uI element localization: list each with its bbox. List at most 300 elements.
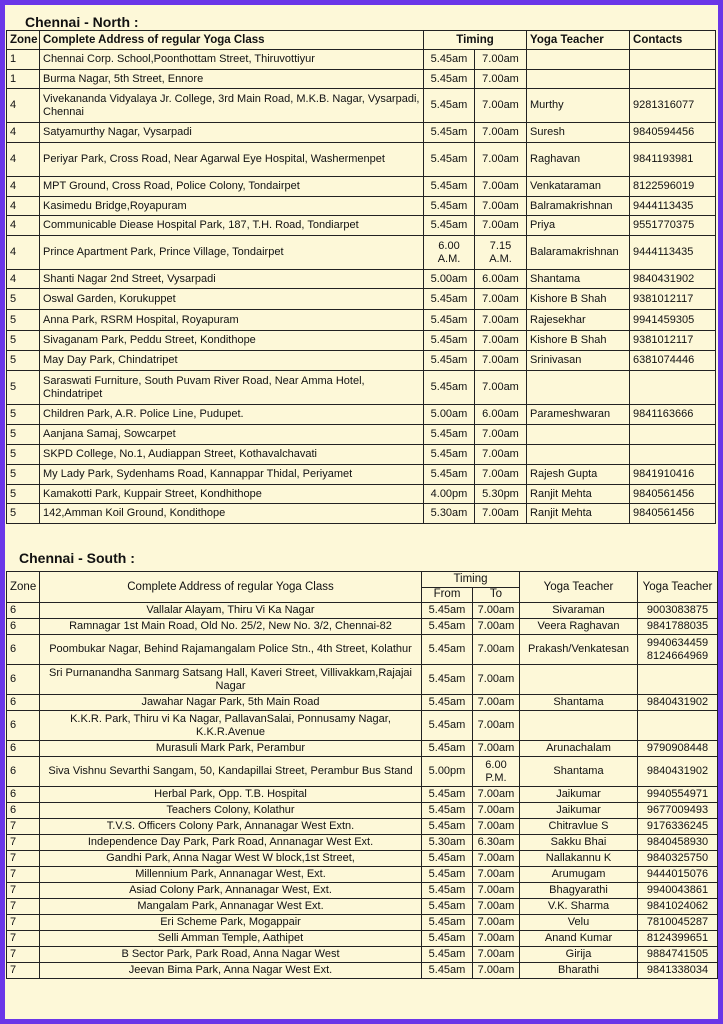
- time-to-cell: 7.00am: [475, 177, 527, 197]
- address-cell: Herbal Park, Opp. T.B. Hospital: [40, 787, 422, 803]
- contact-cell: [630, 50, 716, 70]
- time-from-cell: 5.45am: [424, 143, 475, 177]
- contact-cell: 9381012117: [630, 331, 716, 351]
- contact-cell: 9551770375: [630, 216, 716, 236]
- address-cell: Kasimedu Bridge,Royapuram: [40, 197, 424, 216]
- contact-cell: 9840431902: [630, 270, 716, 289]
- time-to-cell: 7.00am: [475, 445, 527, 465]
- time-from-cell: 5.45am: [424, 197, 475, 216]
- teacher-cell: Bhagyarathi: [520, 883, 638, 899]
- table-row: [7, 485, 716, 504]
- contact-cell: 7810045287: [638, 915, 718, 931]
- teacher-cell: Kishore B Shah: [527, 289, 630, 310]
- address-cell: Saraswati Furniture, South Puvam River Road, Near Amma Hotel, Chindatripet: [40, 371, 424, 405]
- time-to-cell: 7.00am: [473, 963, 520, 979]
- address-cell: Satyamurthy Nagar, Vysarpadi: [40, 123, 424, 143]
- time-to-cell: 7.00am: [473, 619, 520, 635]
- table-row: [7, 331, 716, 351]
- teacher-cell: Kishore B Shah: [527, 331, 630, 351]
- time-to-cell: 7.00am: [475, 310, 527, 331]
- zone-cell: 6: [7, 635, 40, 665]
- address-cell: Vallalar Alayam, Thiru Vi Ka Nagar: [40, 603, 422, 619]
- address-cell: Shanti Nagar 2nd Street, Vysarpadi: [40, 270, 424, 289]
- time-from-cell: 4.00pm: [424, 485, 475, 504]
- teacher-cell: Balaramakrishnan: [527, 236, 630, 270]
- time-to-cell: 7.00am: [475, 70, 527, 89]
- teacher-cell: [520, 711, 638, 741]
- time-to-cell: 7.00am: [473, 635, 520, 665]
- contact-cell: 9677009493: [638, 803, 718, 819]
- time-from-cell: 5.00am: [424, 405, 475, 425]
- table-row: [7, 757, 718, 787]
- table-header-row: [7, 572, 718, 588]
- table-row: [7, 289, 716, 310]
- contact-cell: 9940634459 8124664969: [638, 635, 718, 665]
- table-row: [7, 351, 716, 371]
- address-cell: MPT Ground, Cross Road, Police Colony, Tondairpet: [40, 177, 424, 197]
- contact-cell: [630, 445, 716, 465]
- contacts-header: Contacts: [630, 31, 716, 50]
- zone-cell: 7: [7, 915, 40, 931]
- time-from-cell: 5.45am: [422, 867, 473, 883]
- contact-cell: 9003083875: [638, 603, 718, 619]
- address-cell: Aanjana Samaj, Sowcarpet: [40, 425, 424, 445]
- table-row: [7, 216, 716, 236]
- table-row: [7, 835, 718, 851]
- teacher-cell: Arumugam: [520, 867, 638, 883]
- time-from-cell: 5.45am: [422, 635, 473, 665]
- zone-cell: 5: [7, 351, 40, 371]
- zone-cell: 6: [7, 665, 40, 695]
- teacher-cell: Ranjit Mehta: [527, 504, 630, 524]
- time-from-cell: 5.45am: [422, 915, 473, 931]
- table-row: [7, 425, 716, 445]
- address-cell: Ramnagar 1st Main Road, Old No. 25/2, New No. 3/2, Chennai-82: [40, 619, 422, 635]
- teacher-cell: Arunachalam: [520, 741, 638, 757]
- contact-cell: [638, 665, 718, 695]
- zone-cell: 7: [7, 883, 40, 899]
- zone-cell: 4: [7, 123, 40, 143]
- address-cell: Vivekananda Vidyalaya Jr. College, 3rd Main Road, M.K.B. Nagar, Vysarpadi, Chennai: [40, 89, 424, 123]
- teacher-cell: Ranjit Mehta: [527, 485, 630, 504]
- time-to-cell: 7.00am: [473, 947, 520, 963]
- teacher-cell: Srinivasan: [527, 351, 630, 371]
- time-to-cell: 7.00am: [473, 741, 520, 757]
- teacher-cell: V.K. Sharma: [520, 899, 638, 915]
- time-to-cell: 7.00am: [475, 289, 527, 310]
- address-cell: Siva Vishnu Sevarthi Sangam, 50, Kandapillai Street, Perambur Bus Stand: [40, 757, 422, 787]
- teacher-cell: Suresh: [527, 123, 630, 143]
- teacher-cell: Priya: [527, 216, 630, 236]
- table-row: [7, 741, 718, 757]
- time-to-cell: 7.00am: [475, 465, 527, 485]
- time-to-cell: 7.15 A.M.: [475, 236, 527, 270]
- north-yoga-table: [6, 30, 716, 524]
- zone-cell: 4: [7, 216, 40, 236]
- table-row: [7, 504, 716, 524]
- teacher-cell: [527, 425, 630, 445]
- address-cell: Gandhi Park, Anna Nagar West W block,1st Street,: [40, 851, 422, 867]
- teacher-cell: Prakash/Venkatesan: [520, 635, 638, 665]
- address-cell: SKPD College, No.1, Audiappan Street, Kothavalchavati: [40, 445, 424, 465]
- time-from-cell: 5.45am: [422, 741, 473, 757]
- table-row: [7, 711, 718, 741]
- address-cell: Murasuli Mark Park, Perambur: [40, 741, 422, 757]
- table-row: [7, 197, 716, 216]
- zone-cell: 1: [7, 50, 40, 70]
- contact-cell: 8124399651: [638, 931, 718, 947]
- south-yoga-table: [6, 571, 718, 979]
- address-cell: Asiad Colony Park, Annanagar West, Ext.: [40, 883, 422, 899]
- address-cell: Anna Park, RSRM Hospital, Royapuram: [40, 310, 424, 331]
- table-row: [7, 405, 716, 425]
- time-from-cell: 5.45am: [422, 819, 473, 835]
- time-to-cell: 7.00am: [475, 425, 527, 445]
- table-row: [7, 695, 718, 711]
- zone-cell: 6: [7, 711, 40, 741]
- contact-cell: 9841163666: [630, 405, 716, 425]
- teacher-header: Yoga Teacher: [527, 31, 630, 50]
- time-from-cell: 5.45am: [424, 70, 475, 89]
- time-from-cell: 5.45am: [422, 851, 473, 867]
- zone-cell: 6: [7, 741, 40, 757]
- contact-cell: 9444113435: [630, 236, 716, 270]
- teacher-cell: [527, 50, 630, 70]
- contact-cell: 9840431902: [638, 757, 718, 787]
- time-from-cell: 5.45am: [424, 425, 475, 445]
- teacher-header: Yoga Teacher: [520, 572, 638, 603]
- table-row: [7, 963, 718, 979]
- address-cell: Independence Day Park, Park Road, Annanagar West Ext.: [40, 835, 422, 851]
- teacher-cell: Balramakrishnan: [527, 197, 630, 216]
- time-from-cell: 5.45am: [424, 445, 475, 465]
- time-from-cell: 5.45am: [422, 665, 473, 695]
- table-row: [7, 445, 716, 465]
- contact-cell: 9841788035: [638, 619, 718, 635]
- zone-cell: 7: [7, 931, 40, 947]
- contact-cell: [630, 70, 716, 89]
- contact-cell: 9444015076: [638, 867, 718, 883]
- table-row: [7, 883, 718, 899]
- time-to-cell: 7.00am: [473, 711, 520, 741]
- teacher-cell: [520, 665, 638, 695]
- zone-header: Zone: [7, 572, 40, 603]
- address-cell: 142,Amman Koil Ground, Kondithope: [40, 504, 424, 524]
- time-from-cell: 5.00pm: [422, 757, 473, 787]
- teacher-cell: Sivaraman: [520, 603, 638, 619]
- zone-cell: 7: [7, 899, 40, 915]
- address-cell: Periyar Park, Cross Road, Near Agarwal Eye Hospital, Washermenpet: [40, 143, 424, 177]
- table-row: [7, 236, 716, 270]
- teacher-cell: [527, 70, 630, 89]
- table-row: [7, 270, 716, 289]
- time-to-cell: 6.00 P.M.: [473, 757, 520, 787]
- time-from-cell: 5.45am: [422, 931, 473, 947]
- address-header: Complete Address of regular Yoga Class: [40, 572, 422, 603]
- address-cell: Prince Apartment Park, Prince Village, Tondairpet: [40, 236, 424, 270]
- time-to-cell: 7.00am: [473, 899, 520, 915]
- address-cell: Oswal Garden, Korukuppet: [40, 289, 424, 310]
- time-from-cell: 5.45am: [424, 310, 475, 331]
- address-cell: Eri Scheme Park, Mogappair: [40, 915, 422, 931]
- zone-cell: 7: [7, 867, 40, 883]
- time-from-cell: 5.45am: [422, 947, 473, 963]
- table-row: [7, 177, 716, 197]
- address-cell: Children Park, A.R. Police Line, Pudupet.: [40, 405, 424, 425]
- zone-cell: 1: [7, 70, 40, 89]
- time-from-cell: 5.45am: [424, 351, 475, 371]
- contact-cell: 9841338034: [638, 963, 718, 979]
- contact-cell: 6381074446: [630, 351, 716, 371]
- zone-cell: 6: [7, 803, 40, 819]
- time-to-cell: 7.00am: [475, 371, 527, 405]
- zone-cell: 5: [7, 289, 40, 310]
- timing-header: Timing: [424, 31, 527, 50]
- zone-cell: 4: [7, 236, 40, 270]
- address-cell: Communicable Diease Hospital Park, 187, T.H. Road, Tondiarpet: [40, 216, 424, 236]
- teacher-cell: Jaikumar: [520, 803, 638, 819]
- address-cell: Selli Amman Temple, Aathipet: [40, 931, 422, 947]
- teacher-cell: Venkataraman: [527, 177, 630, 197]
- zone-cell: 7: [7, 963, 40, 979]
- time-to-cell: 7.00am: [473, 803, 520, 819]
- time-from-cell: 5.00am: [424, 270, 475, 289]
- time-from-cell: 5.45am: [422, 883, 473, 899]
- address-cell: Sri Purnanandha Sanmarg Satsang Hall, Kaveri Street, Villivakkam,Rajajai Nagar: [40, 665, 422, 695]
- time-to-cell: 6.30am: [473, 835, 520, 851]
- teacher-cell: Raghavan: [527, 143, 630, 177]
- teacher-cell: [527, 445, 630, 465]
- time-to-cell: 5.30pm: [475, 485, 527, 504]
- time-from-cell: 5.45am: [424, 216, 475, 236]
- time-to-cell: 6.00am: [475, 270, 527, 289]
- time-to-cell: 7.00am: [475, 351, 527, 371]
- north-section-title: Chennai - North :: [25, 14, 139, 30]
- table-row: [7, 89, 716, 123]
- zone-cell: 7: [7, 819, 40, 835]
- teacher-cell: Bharathi: [520, 963, 638, 979]
- address-cell: Kamakotti Park, Kuppair Street, Kondhithope: [40, 485, 424, 504]
- teacher-cell: Jaikumar: [520, 787, 638, 803]
- zone-cell: 6: [7, 695, 40, 711]
- teacher-cell: Girija: [520, 947, 638, 963]
- address-cell: Teachers Colony, Kolathur: [40, 803, 422, 819]
- table-row: [7, 819, 718, 835]
- time-to-cell: 7.00am: [473, 851, 520, 867]
- teacher-cell: Shantama: [527, 270, 630, 289]
- address-cell: Millennium Park, Annanagar West, Ext.: [40, 867, 422, 883]
- table-row: [7, 787, 718, 803]
- teacher-cell: Shantama: [520, 695, 638, 711]
- table-row: [7, 915, 718, 931]
- time-to-cell: 7.00am: [473, 915, 520, 931]
- time-from-cell: 5.45am: [422, 619, 473, 635]
- zone-cell: 6: [7, 619, 40, 635]
- contact-cell: 9444113435: [630, 197, 716, 216]
- contact-cell: 9381012117: [630, 289, 716, 310]
- address-cell: B Sector Park, Park Road, Anna Nagar West: [40, 947, 422, 963]
- time-from-cell: 5.45am: [422, 963, 473, 979]
- time-to-cell: 7.00am: [473, 867, 520, 883]
- contact-cell: 9941459305: [630, 310, 716, 331]
- to-header: To: [473, 587, 520, 603]
- contact-cell: 9841024062: [638, 899, 718, 915]
- zone-cell: 6: [7, 603, 40, 619]
- time-from-cell: 5.45am: [424, 89, 475, 123]
- zone-cell: 5: [7, 425, 40, 445]
- time-to-cell: 7.00am: [475, 143, 527, 177]
- contact-cell: 9840458930: [638, 835, 718, 851]
- contact-cell: 9840594456: [630, 123, 716, 143]
- time-from-cell: 5.45am: [422, 711, 473, 741]
- table-row: [7, 603, 718, 619]
- zone-cell: 4: [7, 177, 40, 197]
- time-to-cell: 7.00am: [473, 665, 520, 695]
- teacher-cell: Nallakannu K: [520, 851, 638, 867]
- teacher-cell: Rajesekhar: [527, 310, 630, 331]
- time-from-cell: 5.45am: [422, 603, 473, 619]
- time-from-cell: 5.30am: [422, 835, 473, 851]
- time-to-cell: 7.00am: [473, 931, 520, 947]
- address-cell: Poombukar Nagar, Behind Rajamangalam Police Stn., 4th Street, Kolathur: [40, 635, 422, 665]
- teacher-cell: Anand Kumar: [520, 931, 638, 947]
- contact-cell: [630, 371, 716, 405]
- table-header-row: [7, 31, 716, 50]
- time-to-cell: 7.00am: [473, 695, 520, 711]
- time-from-cell: 5.45am: [424, 123, 475, 143]
- table-row: [7, 50, 716, 70]
- zone-cell: 4: [7, 143, 40, 177]
- time-from-cell: 5.45am: [424, 177, 475, 197]
- time-to-cell: 7.00am: [475, 50, 527, 70]
- south-section-title: Chennai - South :: [19, 550, 135, 566]
- time-to-cell: 7.00am: [473, 819, 520, 835]
- table-row: [7, 899, 718, 915]
- teacher-cell: Sakku Bhai: [520, 835, 638, 851]
- address-cell: May Day Park, Chindatripet: [40, 351, 424, 371]
- address-cell: Jawahar Nagar Park, 5th Main Road: [40, 695, 422, 711]
- table-row: [7, 619, 718, 635]
- teacher-cell: Veera Raghavan: [520, 619, 638, 635]
- table-row: [7, 70, 716, 89]
- zone-cell: 5: [7, 445, 40, 465]
- zone-header: Zone: [7, 31, 40, 50]
- contact-cell: 9884741505: [638, 947, 718, 963]
- contact-cell: [630, 425, 716, 445]
- time-from-cell: 5.45am: [424, 331, 475, 351]
- address-cell: Mangalam Park, Annanagar West Ext.: [40, 899, 422, 915]
- table-row: [7, 665, 718, 695]
- teacher-cell: Parameshwaran: [527, 405, 630, 425]
- table-row: [7, 851, 718, 867]
- table-row: [7, 867, 718, 883]
- time-from-cell: 5.45am: [424, 465, 475, 485]
- zone-cell: 5: [7, 371, 40, 405]
- table-row: [7, 143, 716, 177]
- contacts-header: Yoga Teacher: [638, 572, 718, 603]
- teacher-cell: Rajesh Gupta: [527, 465, 630, 485]
- contact-cell: 9281316077: [630, 89, 716, 123]
- time-from-cell: 5.45am: [422, 803, 473, 819]
- table-row: [7, 123, 716, 143]
- zone-cell: 7: [7, 947, 40, 963]
- contact-cell: [638, 711, 718, 741]
- address-cell: T.V.S. Officers Colony Park, Annanagar West Extn.: [40, 819, 422, 835]
- table-row: [7, 310, 716, 331]
- time-from-cell: 5.45am: [422, 899, 473, 915]
- table-row: [7, 465, 716, 485]
- contact-cell: 9840325750: [638, 851, 718, 867]
- time-from-cell: 5.45am: [422, 695, 473, 711]
- teacher-cell: Shantama: [520, 757, 638, 787]
- time-to-cell: 7.00am: [475, 89, 527, 123]
- address-header: Complete Address of regular Yoga Class: [40, 31, 424, 50]
- zone-cell: 5: [7, 504, 40, 524]
- contact-cell: 9940043861: [638, 883, 718, 899]
- zone-cell: 7: [7, 835, 40, 851]
- time-to-cell: 7.00am: [475, 197, 527, 216]
- time-from-cell: 5.30am: [424, 504, 475, 524]
- contact-cell: 9841193981: [630, 143, 716, 177]
- time-to-cell: 7.00am: [473, 603, 520, 619]
- zone-cell: 4: [7, 197, 40, 216]
- time-from-cell: 6.00 A.M.: [424, 236, 475, 270]
- address-cell: K.K.R. Park, Thiru vi Ka Nagar, PallavanSalai, Ponnusamy Nagar, K.K.R.Avenue: [40, 711, 422, 741]
- zone-cell: 5: [7, 310, 40, 331]
- time-to-cell: 6.00am: [475, 405, 527, 425]
- table-row: [7, 371, 716, 405]
- address-cell: Sivaganam Park, Peddu Street, Kondithope: [40, 331, 424, 351]
- address-cell: My Lady Park, Sydenhams Road, Kannappar Thidal, Periyamet: [40, 465, 424, 485]
- time-to-cell: 7.00am: [473, 787, 520, 803]
- zone-cell: 7: [7, 851, 40, 867]
- address-cell: Jeevan Bima Park, Anna Nagar West Ext.: [40, 963, 422, 979]
- teacher-cell: Murthy: [527, 89, 630, 123]
- time-to-cell: 7.00am: [475, 123, 527, 143]
- teacher-cell: [527, 371, 630, 405]
- time-to-cell: 7.00am: [475, 504, 527, 524]
- zone-cell: 6: [7, 787, 40, 803]
- zone-cell: 5: [7, 405, 40, 425]
- table-row: [7, 931, 718, 947]
- time-from-cell: 5.45am: [424, 371, 475, 405]
- zone-cell: 4: [7, 270, 40, 289]
- contact-cell: 9790908448: [638, 741, 718, 757]
- zone-cell: 5: [7, 485, 40, 504]
- time-from-cell: 5.45am: [422, 787, 473, 803]
- address-cell: Burma Nagar, 5th Street, Ennore: [40, 70, 424, 89]
- time-from-cell: 5.45am: [424, 289, 475, 310]
- teacher-cell: Chitravlue S: [520, 819, 638, 835]
- time-to-cell: 7.00am: [475, 216, 527, 236]
- contact-cell: 9840561456: [630, 485, 716, 504]
- time-to-cell: 7.00am: [475, 331, 527, 351]
- document-page: [5, 5, 718, 1019]
- teacher-cell: Velu: [520, 915, 638, 931]
- table-row: [7, 635, 718, 665]
- zone-cell: 5: [7, 331, 40, 351]
- contact-cell: 8122596019: [630, 177, 716, 197]
- contact-cell: 9176336245: [638, 819, 718, 835]
- timing-header: Timing: [422, 572, 520, 588]
- zone-cell: 6: [7, 757, 40, 787]
- time-to-cell: 7.00am: [473, 883, 520, 899]
- zone-cell: 5: [7, 465, 40, 485]
- time-from-cell: 5.45am: [424, 50, 475, 70]
- address-cell: Chennai Corp. School,Poonthottam Street, Thiruvottiyur: [40, 50, 424, 70]
- zone-cell: 4: [7, 89, 40, 123]
- table-row: [7, 947, 718, 963]
